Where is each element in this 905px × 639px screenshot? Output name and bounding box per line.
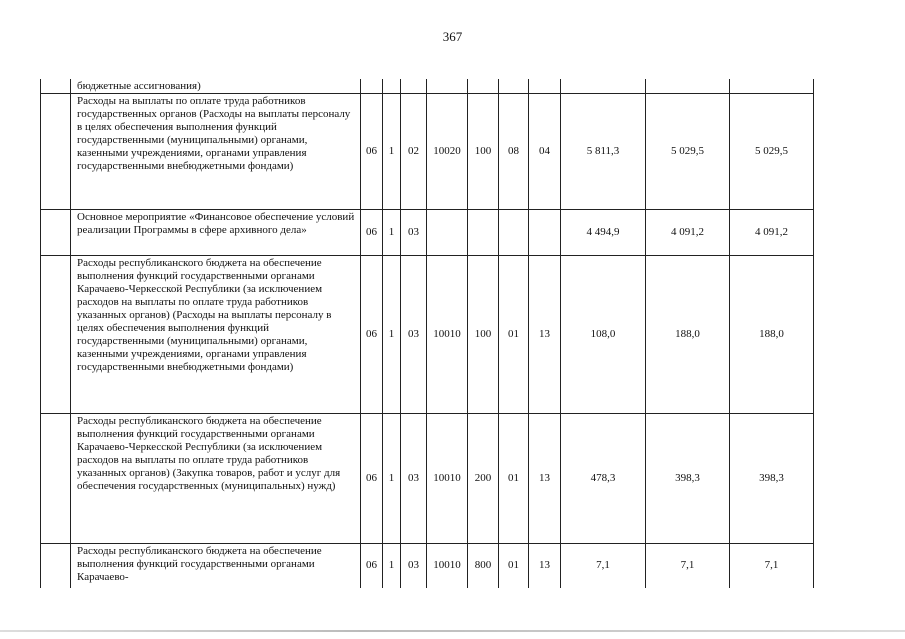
pr-cell: 13: [529, 256, 561, 414]
subsection-cell: 03: [401, 210, 427, 256]
expense-type-cell: [468, 210, 499, 256]
index-cell: [41, 210, 71, 256]
subsection-cell: 02: [401, 94, 427, 210]
rz-cell: [499, 79, 529, 94]
amount-year2-cell: 398,3: [646, 414, 730, 544]
ministry-cell: 06: [361, 210, 383, 256]
description-cell: бюджетные ассигнования): [71, 79, 361, 94]
table-row: [41, 210, 814, 256]
rz-cell: 08: [499, 94, 529, 210]
subsection-cell: [401, 79, 427, 94]
description-cell: Расходы на выплаты по оплате труда работников государственных органов (Расходы на выплаты персоналу в целях обеспечения выполнения функций государственными (муниципальными) органами, казенными учреждениями, органами управления государственными внебюджетными фондами): [71, 94, 361, 210]
pr-cell: 04: [529, 94, 561, 210]
amount-year3-cell: 7,1: [730, 544, 814, 588]
amount-year3-cell: 4 091,2: [730, 210, 814, 256]
section-cell: 1: [383, 414, 401, 544]
section-cell: [383, 79, 401, 94]
index-cell: [41, 256, 71, 414]
amount-year3-cell: [730, 79, 814, 94]
amount-year1-cell: [561, 79, 646, 94]
amount-year1-cell: 4 494,9: [561, 210, 646, 256]
scan-edge-line: [0, 630, 905, 632]
ministry-cell: [361, 79, 383, 94]
amount-year2-cell: [646, 79, 730, 94]
amount-year1-cell: 478,3: [561, 414, 646, 544]
code-cell: [427, 210, 468, 256]
description-cell: Расходы республиканского бюджета на обеспечение выполнения функций государственными органами Карачаево-: [71, 544, 361, 588]
rz-cell: 01: [499, 544, 529, 588]
section-cell: 1: [383, 256, 401, 414]
ministry-cell: 06: [361, 414, 383, 544]
expense-type-cell: 100: [468, 256, 499, 414]
ministry-cell: 06: [361, 256, 383, 414]
table-row: [41, 414, 814, 544]
amount-year3-cell: 188,0: [730, 256, 814, 414]
amount-year2-cell: 4 091,2: [646, 210, 730, 256]
subsection-cell: 03: [401, 414, 427, 544]
subsection-cell: 03: [401, 544, 427, 588]
budget-table: [40, 79, 814, 588]
expense-type-cell: 800: [468, 544, 499, 588]
pr-cell: 13: [529, 414, 561, 544]
description-cell: Основное мероприятие «Финансовое обеспечение условий реализации Программы в сфере архивного дела»: [71, 210, 361, 256]
amount-year2-cell: 7,1: [646, 544, 730, 588]
index-cell: [41, 94, 71, 210]
index-cell: [41, 79, 71, 94]
index-cell: [41, 544, 71, 588]
rz-cell: 01: [499, 256, 529, 414]
amount-year2-cell: 5 029,5: [646, 94, 730, 210]
expense-type-cell: 100: [468, 94, 499, 210]
pr-cell: [529, 210, 561, 256]
code-cell: 10020: [427, 94, 468, 210]
table-row: [41, 94, 814, 210]
amount-year3-cell: 398,3: [730, 414, 814, 544]
description-cell: Расходы республиканского бюджета на обеспечение выполнения функций государственными органами Карачаево-Черкесской Республики (за исключением расходов на выплаты по оплате труда работников указанных органов) (Расходы на выплаты персоналу в целях обеспечения выполнения функций государственными (муниципальными) органами, казенными учреждениями, органами управления государственными внебюджетными фондами): [71, 256, 361, 414]
expense-type-cell: [468, 79, 499, 94]
amount-year2-cell: 188,0: [646, 256, 730, 414]
rz-cell: 01: [499, 414, 529, 544]
pr-cell: [529, 79, 561, 94]
code-cell: 10010: [427, 414, 468, 544]
table-row: [41, 256, 814, 414]
pr-cell: 13: [529, 544, 561, 588]
code-cell: 10010: [427, 544, 468, 588]
ministry-cell: 06: [361, 94, 383, 210]
amount-year1-cell: 7,1: [561, 544, 646, 588]
code-cell: [427, 79, 468, 94]
section-cell: 1: [383, 94, 401, 210]
amount-year1-cell: 108,0: [561, 256, 646, 414]
section-cell: 1: [383, 544, 401, 588]
section-cell: 1: [383, 210, 401, 256]
page-number: 367: [442, 29, 463, 44]
rz-cell: [499, 210, 529, 256]
description-cell: Расходы республиканского бюджета на обеспечение выполнения функций государственными органами Карачаево-Черкесской Республики (за исключением расходов на выплаты по оплате труда работников указанных органов) (Закупка товаров, работ и услуг для обеспечения государственных (муниципальных) нужд): [71, 414, 361, 544]
subsection-cell: 03: [401, 256, 427, 414]
ministry-cell: 06: [361, 544, 383, 588]
code-cell: 10010: [427, 256, 468, 414]
amount-year1-cell: 5 811,3: [561, 94, 646, 210]
amount-year3-cell: 5 029,5: [730, 94, 814, 210]
table-row: [41, 544, 814, 588]
index-cell: [41, 414, 71, 544]
expense-type-cell: 200: [468, 414, 499, 544]
table-row: [41, 79, 814, 94]
